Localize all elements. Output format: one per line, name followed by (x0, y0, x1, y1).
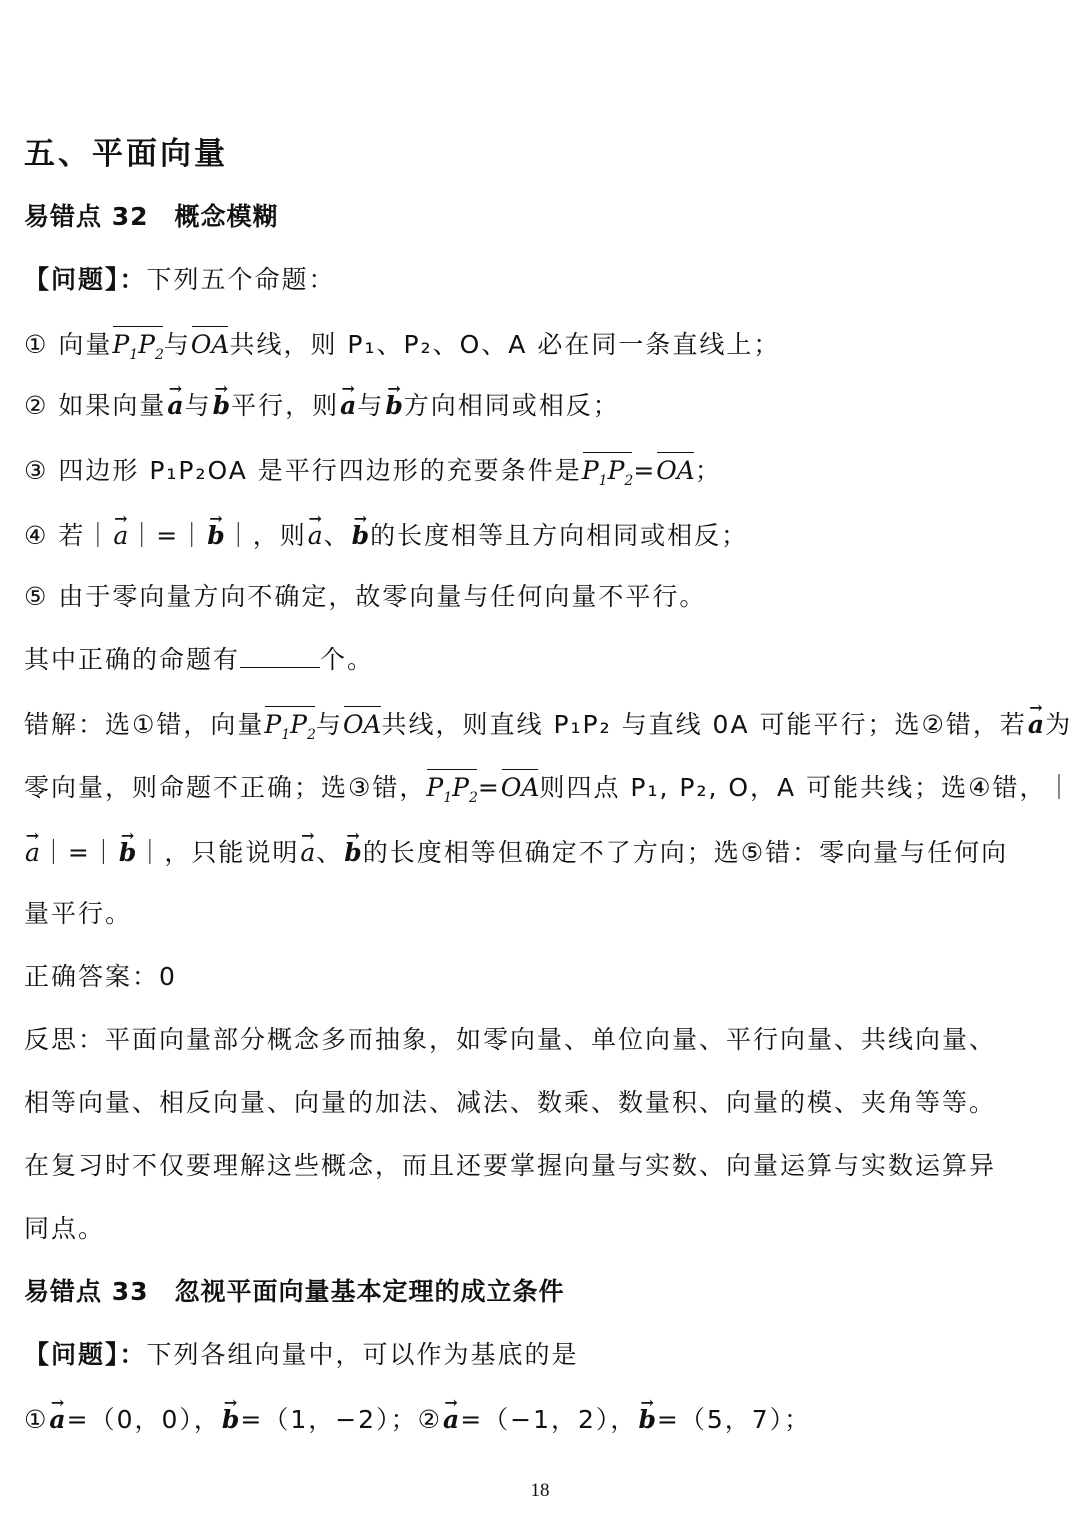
var-p: P (607, 456, 625, 485)
text: ｜，则 (225, 521, 307, 550)
sub-2: 2 (154, 347, 164, 363)
item-number: ② (24, 391, 49, 420)
equals: = (633, 456, 657, 485)
sub-1: 1 (129, 347, 139, 363)
wrong-solution-line-3 (24, 833, 1064, 873)
question-text: 下列五个命题： (146, 265, 336, 294)
var-p: P (138, 330, 155, 359)
text: 方向相同或相反； (403, 391, 620, 420)
var-p: P (426, 773, 444, 802)
vector-a: → a (113, 516, 128, 556)
text: 与 (315, 710, 343, 739)
vector-oa: OA (343, 703, 382, 745)
sub-2: 2 (469, 790, 478, 806)
sub-2: 2 (307, 727, 316, 743)
text: 若｜ (48, 521, 113, 550)
vector-p1p2 (426, 766, 478, 808)
text: =（1，−2）； (240, 1405, 418, 1434)
reflection-line-4: 同点。 (24, 1214, 106, 1243)
vector-oa: OA (656, 449, 695, 491)
proposition-1 (24, 323, 1064, 363)
vector-b: → b (344, 833, 361, 873)
text: 、 (316, 838, 344, 867)
text: 错解：选①错，向量 (24, 710, 265, 739)
correct-answer: 正确答案：0 (24, 962, 177, 991)
var-p: P (112, 330, 130, 359)
sub-1: 1 (281, 727, 291, 743)
vector-a: → a (1028, 705, 1044, 745)
answer-blank (240, 666, 320, 668)
text: 的长度相等但确定不了方向；选⑤错：零向量与任何向 (362, 838, 1009, 867)
text: 如果向量 (48, 391, 167, 420)
question-label: 【问题】： (24, 265, 147, 294)
text: 零向量，则命题不正确；选③错， (24, 773, 427, 802)
wrong-solution-line-4: 量平行。 (24, 899, 133, 928)
text: =（0，0）， (66, 1405, 221, 1434)
vector-a: → a (443, 1400, 459, 1440)
item-number: ① (24, 330, 49, 359)
sub-1: 1 (443, 790, 453, 806)
page-number: 18 (530, 1480, 550, 1501)
vector-b: → b (385, 386, 402, 426)
item-number: ④ (24, 521, 49, 550)
text: ； (694, 456, 722, 485)
chapter-heading: 五、平面向量 (24, 136, 228, 172)
section-title-33: 易错点 33 忽视平面向量基本定理的成立条件 (24, 1277, 565, 1306)
vector-b: → b (213, 386, 230, 426)
question-1-intro (24, 260, 1064, 300)
vector-oa: OA (501, 766, 540, 808)
var-p: P (264, 710, 282, 739)
text: =（−1，2）， (460, 1405, 638, 1434)
text: 个。 (320, 645, 375, 674)
equals: = (477, 773, 501, 802)
vector-p1p2 (582, 449, 634, 491)
reflection-line-2: 相等向量、相反向量、向量的加法、减法、数乘、数量积、向量的模、夹角等等。 (24, 1088, 997, 1117)
vector-b: → b (638, 1400, 655, 1440)
text: 则四点 P₁, P₂, O，A 可能共线；选④错，｜ (539, 773, 1074, 802)
vector-a: → a (25, 833, 40, 873)
vector-b: → b (119, 833, 136, 873)
vector-p1p2 (264, 703, 316, 745)
sub-1: 1 (598, 473, 608, 489)
vector-b: → b (207, 516, 224, 556)
question-label: 【问题】： (24, 1340, 147, 1369)
vector-p1p2 (112, 323, 164, 365)
text: ｜=｜ (129, 521, 207, 550)
reflection-line-1: 反思：平面向量部分概念多而抽象，如零向量、单位向量、平行向量、共线向量、 (24, 1025, 997, 1054)
text: ｜，只能说明 (137, 838, 300, 867)
var-p: P (581, 456, 599, 485)
proposition-4 (24, 516, 1064, 556)
proposition-2 (24, 386, 1064, 426)
text: 四边形 P₁P₂OA 是平行四边形的充要条件是 (48, 456, 582, 485)
item-number: ① (24, 1405, 49, 1434)
question-2-intro (24, 1335, 1064, 1375)
sub-2: 2 (624, 473, 634, 489)
text: 平行，则 (231, 391, 340, 420)
text: 共线，则直线 P₁P₂ 与直线 0A 可能平行；选②错，若 (381, 710, 1027, 739)
vector-a: → a (300, 833, 315, 873)
text: 共线，则 P₁、P₂、O、A 必在同一条直线上； (229, 330, 781, 359)
text: 向量 (48, 330, 113, 359)
vector-b: → b (222, 1400, 239, 1440)
question-text: 下列各组向量中，可以作为基底的是 (146, 1340, 579, 1369)
wrong-solution-line-1 (24, 703, 1073, 743)
question-1-blank (24, 640, 1064, 680)
proposition-5: ⑤ 由于零向量方向不确定，故零向量与任何向量不平行。 (24, 582, 707, 611)
vector-a: → a (308, 516, 323, 556)
vector-a: → a (49, 1400, 65, 1440)
item-number: ② (417, 1405, 443, 1434)
vector-oa: OA (191, 323, 230, 365)
text: 与 (184, 391, 212, 420)
text: 与 (357, 391, 385, 420)
text: 与 (163, 330, 191, 359)
text: 其中正确的命题有 (24, 645, 241, 674)
var-p: P (290, 710, 307, 739)
item-number: ③ (24, 456, 49, 485)
reflection-line-3: 在复习时不仅要理解这些概念，而且还要掌握向量与实数、向量运算与实数运算异 (24, 1151, 997, 1180)
proposition-3 (24, 449, 1064, 489)
text: ｜=｜ (40, 838, 118, 867)
section-title-32: 易错点 32 概念模糊 (24, 202, 279, 231)
vector-a: → a (340, 386, 356, 426)
var-p: P (452, 773, 469, 802)
text: 为 (1045, 710, 1073, 739)
text: 、 (323, 521, 351, 550)
wrong-solution-line-2 (24, 766, 1074, 806)
question-2-options (24, 1400, 1064, 1440)
text: =（5，7）； (656, 1405, 812, 1434)
vector-a: → a (167, 386, 183, 426)
text: 的长度相等且方向相同或相反； (370, 521, 749, 550)
vector-b: → b (352, 516, 369, 556)
